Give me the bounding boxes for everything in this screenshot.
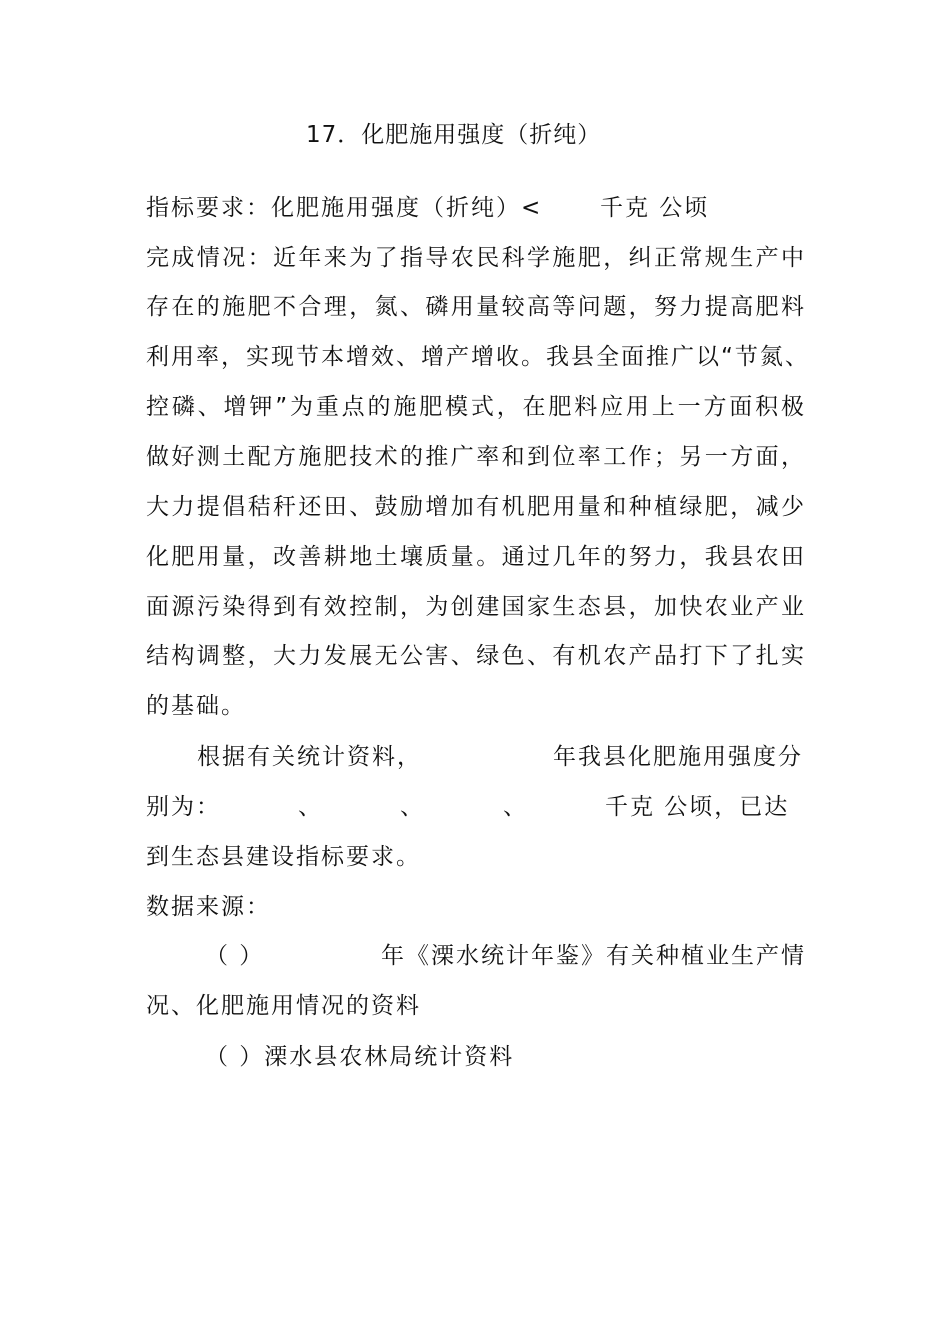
- completion-line: 面源污染得到有效控制，为创建国家生态县，加快农业产业: [146, 594, 806, 620]
- indicator-unit: 千克 公顷: [600, 195, 710, 221]
- source-item-1-number: （ ）: [205, 943, 265, 969]
- completion-line: 的基础。: [146, 693, 246, 719]
- completion-line: 完成情况：近年来为了指导农民科学施肥，纠正常规生产中: [146, 245, 806, 271]
- completion-line: 结构调整，大力发展无公害、绿色、有机农产品打下了扎实: [146, 643, 806, 669]
- section-title: 17．化肥施用强度（折纯）: [306, 122, 602, 148]
- stats-line3: 到生态县建设指标要求。: [146, 844, 421, 870]
- sources-heading: 数据来源：: [146, 894, 271, 920]
- stats-separator: 、: [400, 794, 425, 820]
- completion-line: 控磷、增钾”为重点的施肥模式，在肥料应用上一方面积极: [146, 394, 806, 420]
- stats-line1-right: 年我县化肥施用强度分: [553, 744, 803, 770]
- indicator-label: 指标要求：化肥施用强度（折纯）<: [146, 195, 543, 221]
- source-item-2: （ ）溧水县农林局统计资料: [205, 1044, 515, 1070]
- completion-line: 做好测土配方施肥技术的推广率和到位率工作；另一方面，: [146, 444, 806, 470]
- stats-line2-end: 千克 公顷，已达: [605, 794, 790, 820]
- completion-line: 大力提倡秸秆还田、鼓励增加有机肥用量和种植绿肥，减少: [146, 494, 806, 520]
- stats-separator: 、: [298, 794, 323, 820]
- stats-separator: 、: [503, 794, 528, 820]
- completion-line: 存在的施肥不合理，氮、磷用量较高等问题，努力提高肥料: [146, 294, 806, 320]
- stats-line1-left: 根据有关统计资料，: [197, 744, 422, 770]
- source-item-1-text: 年《溧水统计年鉴》有关种植业生产情: [381, 943, 806, 969]
- completion-line: 利用率，实现节本增效、增产增收。我县全面推广以“节氮、: [146, 344, 810, 370]
- stats-line2-start: 别为：: [146, 794, 221, 820]
- source-item-1-continuation: 况、化肥施用情况的资料: [146, 993, 421, 1019]
- completion-line: 化肥用量，改善耕地土壤质量。通过几年的努力，我县农田: [146, 544, 806, 570]
